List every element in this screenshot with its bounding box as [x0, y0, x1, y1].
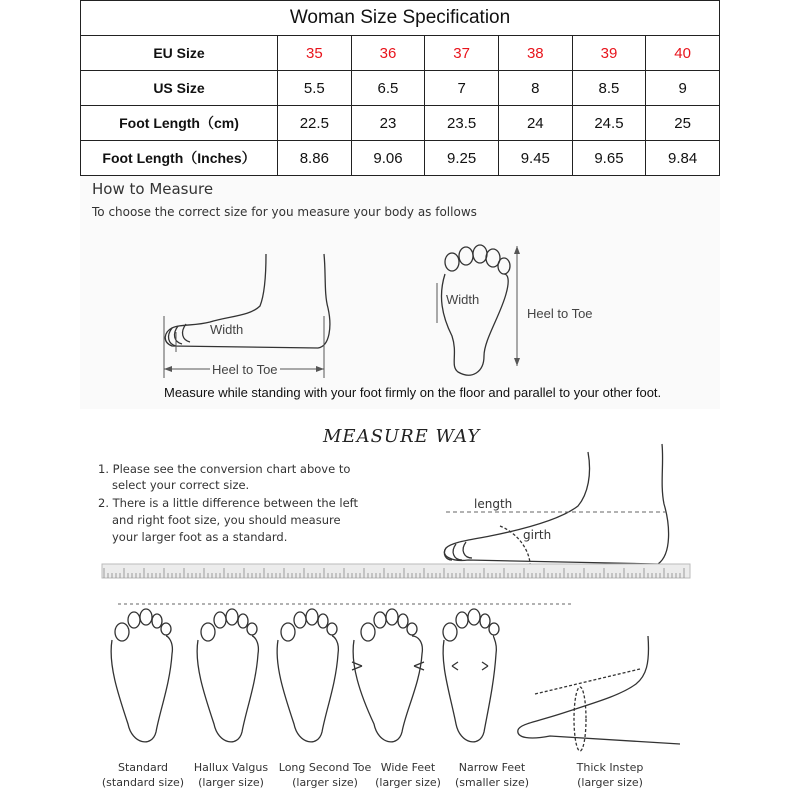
foot-type-caption: Standard (standard size) — [101, 761, 185, 789]
table-cell: 23.5 — [425, 106, 499, 141]
sole-foot-illustration — [441, 245, 510, 375]
heel-to-toe-label-sole: Heel to Toe — [527, 306, 593, 321]
long-second-toe-foot-icon — [277, 609, 338, 742]
table-cell: 8.86 — [278, 141, 352, 176]
table-cell: 39 — [572, 36, 646, 71]
foot-diagrams-illustration — [80, 176, 720, 409]
table-cell: 23 — [351, 106, 425, 141]
table-cell: 9.45 — [498, 141, 572, 176]
table-cell: 9 — [646, 71, 720, 106]
table-cell: 22.5 — [278, 106, 352, 141]
girth-label: girth — [523, 528, 552, 542]
width-label-sole: Width — [446, 292, 480, 307]
how-to-subtitle: To choose the correct size for you measure your body as follows — [92, 205, 477, 219]
table-cell: 5.5 — [278, 71, 352, 106]
table-cell: 7 — [425, 71, 499, 106]
row-label-eu: EU Size — [81, 36, 278, 71]
narrow-feet-foot-icon — [443, 609, 499, 742]
thick-instep-illustration — [518, 636, 680, 751]
standard-foot-icon — [111, 609, 172, 742]
table-cell: 9.65 — [572, 141, 646, 176]
foot-type-caption: Hallux Valgus (larger size) — [193, 761, 269, 789]
wide-feet-foot-icon — [352, 609, 424, 742]
heel-to-toe-label-side: Heel to Toe — [212, 362, 278, 377]
table-cell: 24 — [498, 106, 572, 141]
table-cell: 40 — [646, 36, 720, 71]
length-label: length — [474, 497, 513, 511]
size-table — [80, 0, 720, 176]
width-label-side: Width — [210, 322, 244, 337]
how-to-measure-panel — [80, 176, 720, 409]
measure-way-illustration — [80, 414, 720, 800]
step-line: 1. Please see the conversion chart above to — [98, 462, 351, 476]
table-cell: 35 — [278, 36, 352, 71]
side-foot-illustration — [165, 254, 330, 348]
measure-way-title: MEASURE WAY — [323, 426, 481, 447]
row-label-inches: Foot Length（Inches） — [81, 141, 278, 176]
table-cell: 9.06 — [351, 141, 425, 176]
step-line: and right foot size, you should measure — [112, 513, 341, 527]
foot-type-caption: Narrow Feet (smaller size) — [455, 761, 529, 789]
foot-type-caption: Long Second Toe (larger size) — [278, 761, 372, 789]
table-cell: 8 — [498, 71, 572, 106]
table-row — [81, 141, 720, 176]
table-cell: 38 — [498, 36, 572, 71]
table-row — [81, 106, 720, 141]
hallux-valgus-foot-icon — [197, 609, 258, 742]
step-line: your larger foot as a standard. — [112, 530, 288, 544]
table-cell: 9.84 — [646, 141, 720, 176]
table-cell: 8.5 — [572, 71, 646, 106]
foot-type-caption: Wide Feet (larger size) — [375, 761, 441, 789]
table-cell: 6.5 — [351, 71, 425, 106]
table-cell: 36 — [351, 36, 425, 71]
row-label-cm: Foot Length（cm) — [81, 106, 278, 141]
table-title: Woman Size Specification — [81, 1, 720, 36]
table-cell: 25 — [646, 106, 720, 141]
table-cell: 24.5 — [572, 106, 646, 141]
how-to-title: How to Measure — [92, 180, 214, 198]
table-row — [81, 36, 720, 71]
row-label-us: US Size — [81, 71, 278, 106]
measure-note: Measure while standing with your foot firmly on the floor and parallel to your other foot. — [164, 385, 662, 400]
table-row — [81, 71, 720, 106]
table-cell: 9.25 — [425, 141, 499, 176]
measure-way-panel — [80, 414, 720, 800]
foot-type-caption: Thick Instep (larger size) — [576, 761, 644, 789]
table-cell: 37 — [425, 36, 499, 71]
step-line: 2. There is a little difference between the left — [98, 496, 359, 510]
step-line: select your correct size. — [112, 478, 250, 492]
